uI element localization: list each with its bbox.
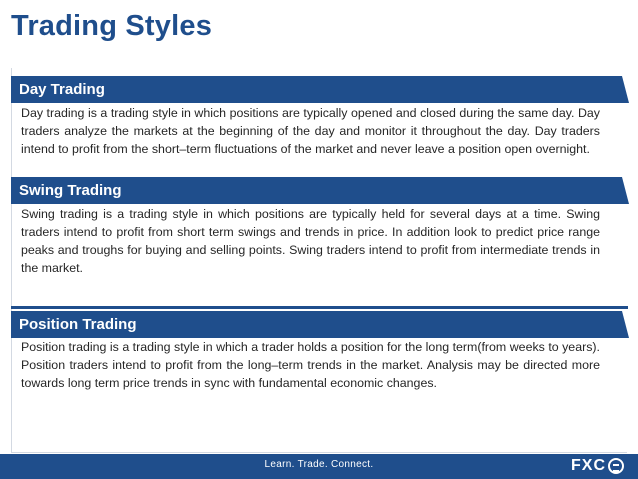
section-text-position-trading: Position trading is a trading style in which a trader holds a position for the long term(from weeks to years). Position traders intend to profit from the long–term trends in the market. Analysis may be directed more towards long term price trends in sync with fundamental economic changes. — [21, 340, 600, 390]
section-heading-day-trading: Day Trading — [11, 76, 622, 103]
section-heading-position-trading: Position Trading — [11, 311, 622, 338]
section-text-swing-trading: Swing trading is a trading style in which positions are typically held for several days at a time. Swing traders intend to profit from short term swings and trends in price. In addition look to predict price range peaks and troughs for buying and selling points. Swing traders intend to profit from intermediate trends in the market. — [21, 207, 600, 275]
page-title: Trading Styles — [11, 10, 213, 42]
section-divider — [11, 306, 628, 309]
footer-bar — [0, 454, 638, 479]
brand-logo — [571, 457, 624, 475]
footer-tagline: Learn. Trade. Connect. — [264, 459, 374, 470]
logo-mark-icon — [608, 458, 624, 474]
section-heading-swing-trading: Swing Trading — [11, 177, 622, 204]
logo-text: FXC — [571, 457, 606, 474]
section-text-day-trading: Day trading is a trading style in which positions are typically opened and closed during the same day. Day traders analyze the markets at the beginning of the day and monitor it throughout the day. Day traders intend to profit from the short–term fluctuations of the market and never leave a position open overnight. — [21, 106, 600, 156]
